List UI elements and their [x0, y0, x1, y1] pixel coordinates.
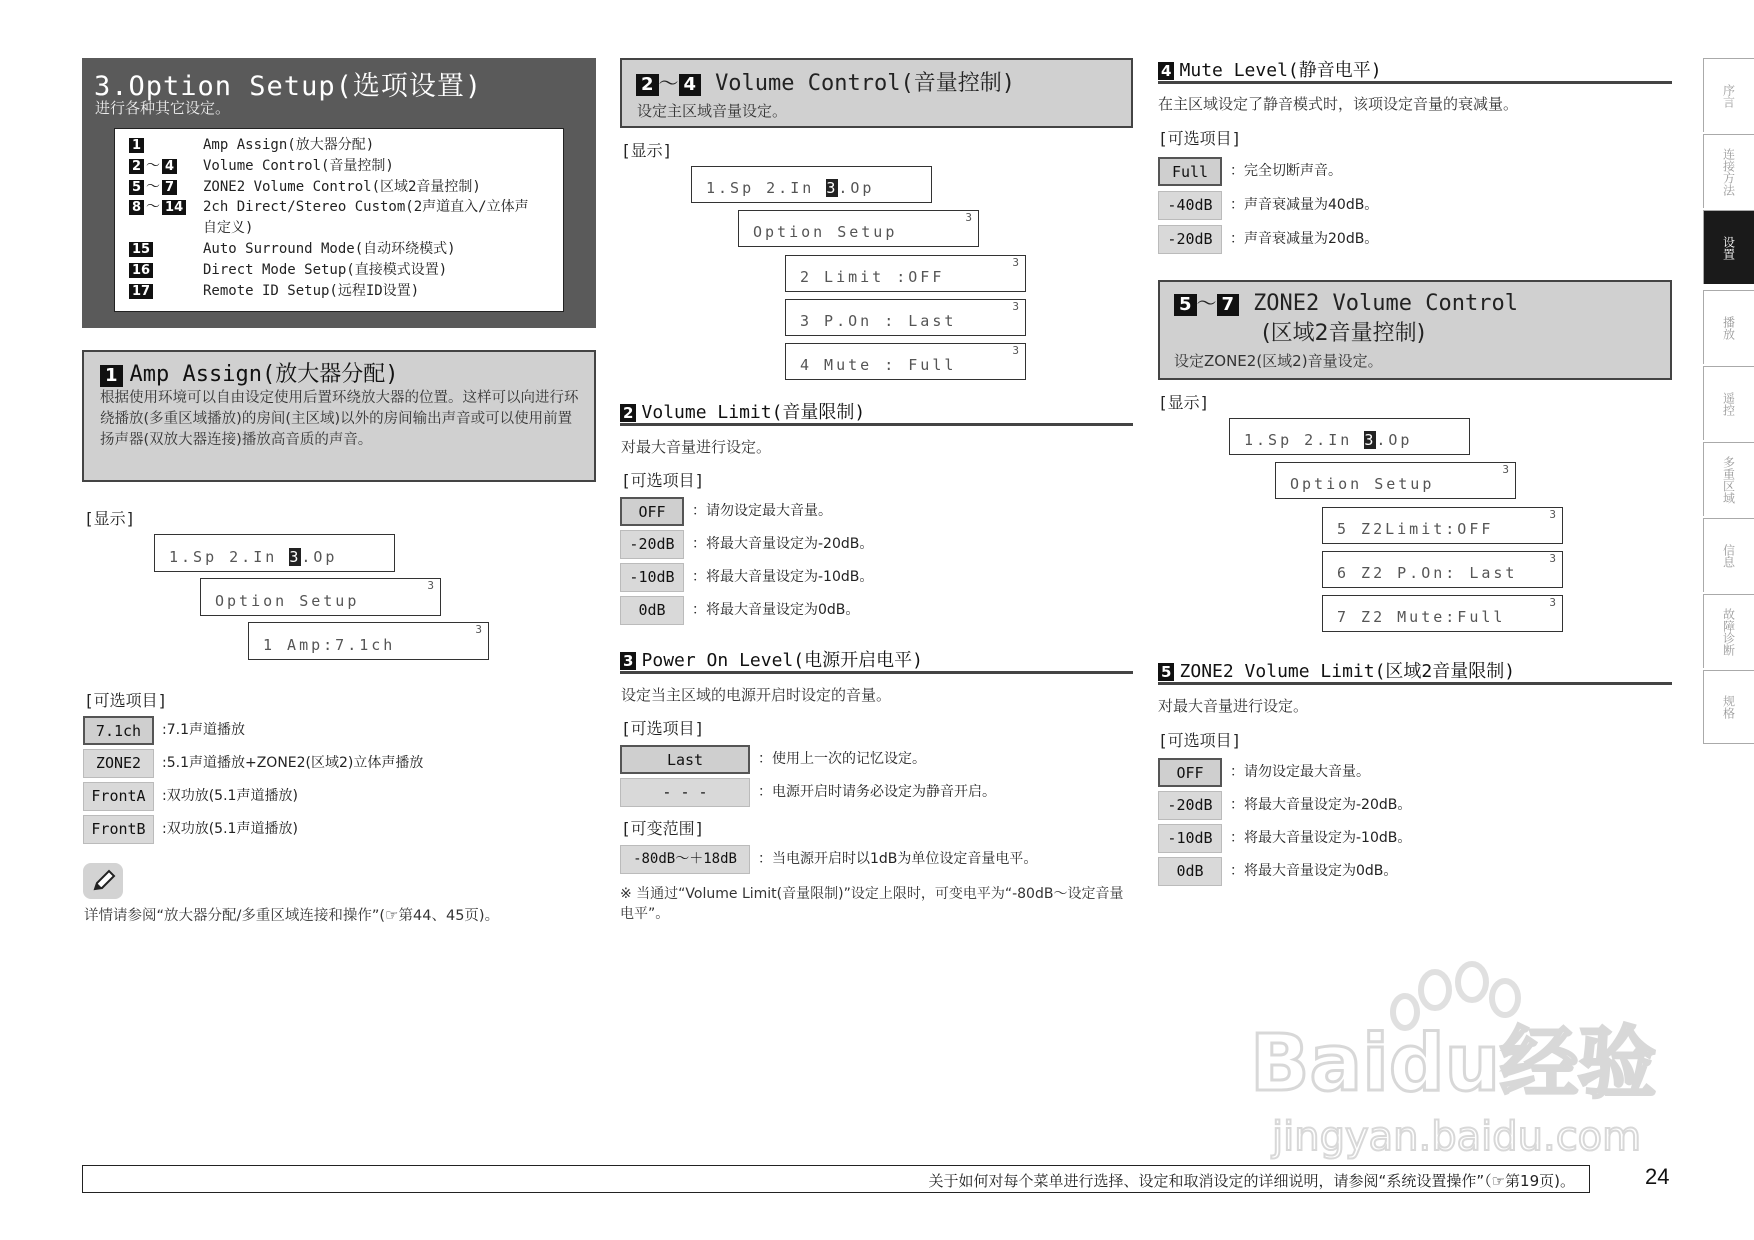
side-tab-setup[interactable]: 设置 [1703, 210, 1754, 284]
menu-row: 17 Remote ID Setup(远程ID设置) [129, 281, 557, 302]
option-description: ：将最大音量设定为0dB。 [692, 602, 860, 618]
option-setup-menu [114, 128, 564, 312]
option-value: Last [620, 745, 750, 774]
side-tab-remote[interactable]: 遥控 [1703, 366, 1754, 440]
options-label: [可选项目] [621, 719, 705, 738]
option-value: -40dB [1158, 191, 1222, 220]
reference-hand-icon: ☞ [1491, 1172, 1506, 1190]
option-description: ：声音衰减量为20dB。 [1230, 231, 1379, 247]
side-tab-specifications[interactable]: 规格 [1703, 670, 1754, 744]
option-setup-title: 3.Option Setup(选项设置) [94, 71, 483, 102]
option-description: :双功放(5.1声道播放) [162, 821, 298, 837]
lcd-screen: 3 Option Setup [738, 210, 979, 247]
zone2-limit-heading: 5 ZONE2 Volume Limit(区域2音量限制) [1158, 657, 1672, 685]
lcd-screen: 1.Sp 2.In 3.Op [1229, 418, 1470, 455]
option-value: -10dB [1158, 824, 1222, 853]
range-description: ：当电源开启时以1dB为单位设定音量电平。 [758, 851, 1038, 867]
option-description: ：声音衰减量为40dB。 [1230, 197, 1379, 213]
page-number: 24 [1645, 1164, 1670, 1189]
option-value: ZONE2 [83, 749, 154, 778]
option-description: ：请勿设定最大音量。 [1230, 764, 1370, 780]
lcd-screen: 3 1 Amp:7.1ch [248, 622, 489, 660]
option-value: 0dB [620, 596, 684, 625]
menu-row: 8 ～ 14 2ch Direct/Stereo Custom(2声道直入/立体声 [129, 197, 557, 218]
amp-assign-title: 1 Amp Assign(放大器分配) [100, 357, 398, 388]
lcd-screen: 3 6 Z2 P.On: Last [1322, 551, 1563, 588]
option-value: - - - [620, 778, 750, 807]
option-description: ：完全切断声音。 [1230, 163, 1342, 179]
side-tab-connections[interactable]: 连接方法 [1703, 134, 1754, 208]
amp-assign-note: 详情请参阅“放大器分配/多重区域连接和操作”(☞第44、45页)。 [84, 906, 500, 924]
side-tab-troubleshooting[interactable]: 故障诊断 [1703, 594, 1754, 668]
option-value: -10dB [620, 563, 684, 592]
lcd-screen: 3 3 P.On : Last [785, 299, 1026, 336]
option-description: ：使用上一次的记忆设定。 [758, 751, 926, 767]
option-value: 7.1ch [83, 716, 154, 745]
volume-control-subtitle: 设定主区域音量设定。 [637, 102, 788, 120]
baidu-watermark [1240, 960, 1660, 1170]
power-on-level-note: ※ 当通过“Volume Limit(音量限制)”设定上限时，可变电平为“-80dB～设定音量电平”。 [620, 886, 1124, 922]
option-description: ：将最大音量设定为-10dB。 [1230, 830, 1412, 846]
display-label: [显示] [1158, 393, 1210, 412]
footer-box [82, 1165, 1590, 1193]
option-value: FrontB [83, 815, 154, 844]
option-value: FrontA [83, 782, 154, 811]
menu-row: 1 Amp Assign(放大器分配) [129, 135, 557, 156]
options-label: [可选项目] [1158, 731, 1242, 750]
option-value: OFF [620, 497, 684, 526]
zone2-control-title-line2: (区域2音量控制) [1262, 321, 1426, 346]
lcd-screen: 3 7 Z2 Mute:Full [1322, 595, 1563, 632]
option-description: ：将最大音量设定为-10dB。 [692, 569, 874, 585]
option-value: -20dB [620, 530, 684, 559]
lcd-screen: 3 Option Setup [1275, 462, 1516, 499]
menu-row: 自定义) [203, 220, 254, 237]
menu-row: 2 ～ 4 Volume Control(音量控制) [129, 156, 557, 177]
option-description: ：将最大音量设定为0dB。 [1230, 863, 1398, 879]
menu-row: 5 ～ 7 ZONE2 Volume Control(区域2音量控制) [129, 177, 557, 198]
side-tab-playback[interactable]: 播放 [1703, 290, 1754, 364]
mute-level-description: 在主区域设定了静音模式时，该项设定音量的衰减量。 [1158, 95, 1519, 113]
lcd-screen: 1.Sp 2.In 3.Op [691, 166, 932, 203]
options-label: [可选项目] [84, 691, 168, 710]
option-value: OFF [1158, 758, 1222, 787]
option-description: ：将最大音量设定为-20dB。 [692, 536, 874, 552]
display-label: [显示] [621, 141, 673, 160]
option-value: -20dB [1158, 225, 1222, 254]
zone2-control-title: 5 ～ 7 ZONE2 Volume Control [1174, 287, 1518, 316]
option-description: :7.1声道播放 [162, 722, 245, 738]
power-on-level-description: 设定当主区域的电源开启时设定的音量。 [621, 686, 892, 704]
zone2-limit-description: 对最大音量进行设定。 [1158, 697, 1309, 715]
lcd-screen: 1.Sp 2.In 3.Op [154, 534, 395, 572]
option-description: ：电源开启时请务必设定为静音开启。 [758, 784, 996, 800]
lcd-screen: 3 2 Limit :OFF [785, 255, 1026, 292]
side-tab-information[interactable]: 信息 [1703, 518, 1754, 592]
option-description: ：请勿设定最大音量。 [692, 503, 832, 519]
range-label: [可变范围] [621, 819, 705, 838]
side-tab-multizone[interactable]: 多重区域 [1703, 442, 1754, 516]
amp-assign-description: 根据使用环境可以自由设定使用后置环绕放大器的位置。这样可以向进行环绕播放(多重区域播放)的房间(主区域)以外的房间输出声音或可以使用前置扬声器(双放大器连接)播放高音质的声音。 [100, 390, 579, 448]
pencil-icon [83, 863, 123, 899]
power-on-level-heading: 3 Power On Level(电源开启电平) [620, 646, 1133, 674]
menu-row: 15 Auto Surround Mode(自动环绕模式) [129, 239, 557, 260]
volume-limit-description: 对最大音量进行设定。 [621, 438, 772, 456]
option-setup-subtitle: 进行各种其它设定。 [95, 99, 231, 117]
menu-row: 16 Direct Mode Setup(直接模式设置) [129, 260, 557, 281]
zone2-control-subtitle: 设定ZONE2(区域2)音量设定。 [1174, 352, 1383, 370]
side-tab-intro[interactable]: 序言 [1703, 58, 1754, 132]
options-label: [可选项目] [621, 471, 705, 490]
lcd-screen: 3 4 Mute : Full [785, 343, 1026, 380]
display-label: [显示] [84, 509, 136, 528]
options-label: [可选项目] [1158, 129, 1242, 148]
svg-text:jingyan.baidu.com: jingyan.baidu.com [1272, 1114, 1642, 1160]
option-value: Full [1158, 157, 1222, 186]
volume-control-title: 2 ～ 4 Volume Control(音量控制) [636, 66, 1015, 97]
svg-text:Baidu经验: Baidu经验 [1250, 1019, 1657, 1109]
volume-limit-heading: 2 Volume Limit(音量限制) [620, 398, 1133, 426]
mute-level-heading: 4 Mute Level(静音电平) [1158, 56, 1672, 84]
lcd-screen: 3 Option Setup [200, 578, 441, 616]
footer-text: 关于如何对每个菜单进行选择、设定和取消设定的详细说明，请参阅“系统设置操作”（☞第19页)。 [928, 1172, 1575, 1190]
option-value: -20dB [1158, 791, 1222, 820]
lcd-screen: 3 5 Z2Limit:OFF [1322, 507, 1563, 544]
option-description: :双功放(5.1声道播放) [162, 788, 298, 804]
range-value: -80dB～＋18dB [620, 845, 750, 874]
option-description: :5.1声道播放+ZONE2(区域2)立体声播放 [162, 755, 424, 771]
option-description: ：将最大音量设定为-20dB。 [1230, 797, 1412, 813]
option-value: 0dB [1158, 857, 1222, 886]
reference-hand-icon: ☞ [385, 906, 399, 924]
